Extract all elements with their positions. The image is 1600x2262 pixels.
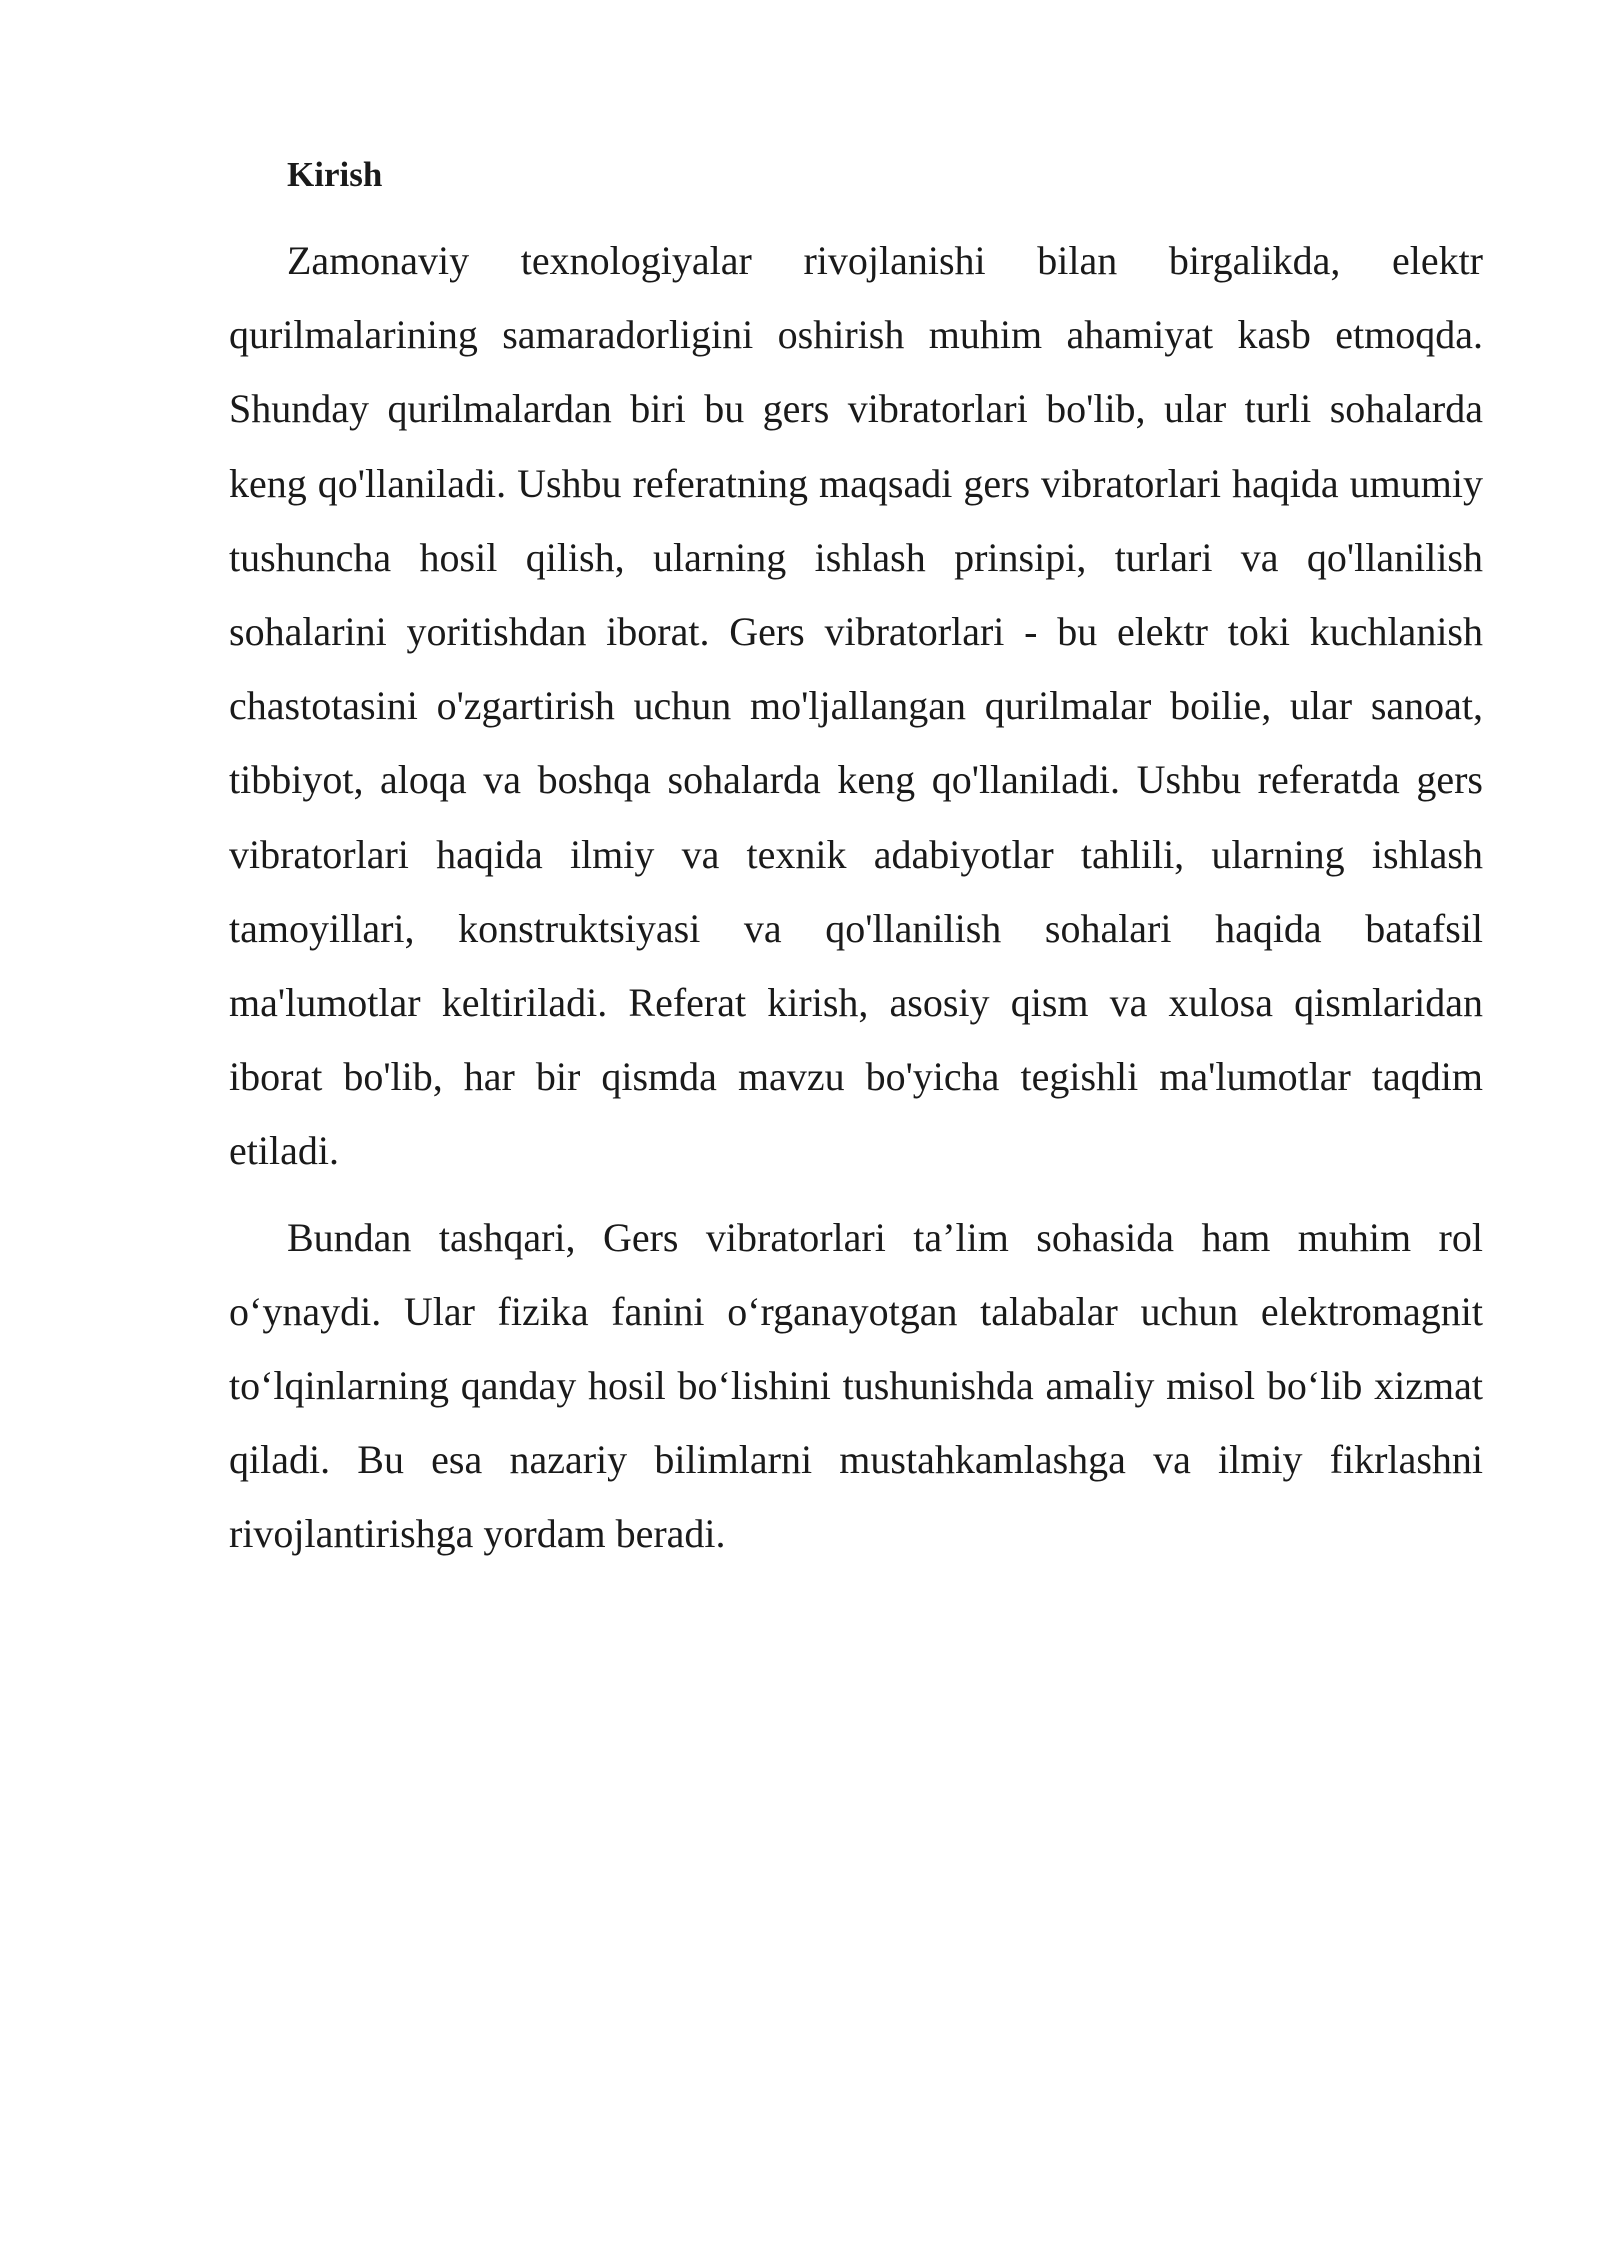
paragraph-education: Bundan tashqari, Gers vibratorlari ta’lim sohasida ham muhim rol o‘ynaydi. Ular fizika fanini o‘rganayotgan talabalar uchun elektromagnit to‘lqinlarning qanday hosil bo‘lishini tushunishda amaliy misol bo‘lib xizmat qiladi. Bu esa nazariy bilimlarni mustahkamlashga va ilmiy fikrlashni rivojlantirishga yordam beradi. [229,1214,1483,1557]
section-heading: Kirish [287,155,383,194]
paragraph-intro: Zamonaviy texnologiyalar rivojlanishi bilan birgalikda, elektr qurilmalarining samaradorligini oshirish muhim ahamiyat kasb etmoqda. Shunday qurilmalardan biri bu gers vibratorlari bo'lib, ular turli sohalarda keng qo'llaniladi. Ushbu referatning maqsadi gers vibratorlari haqida umumiy tushuncha hosil qilish, ularning ishlash prinsipi, turlari va qo'llanilish sohalarini yoritishdan iborat. Gers vibratorlari - bu elektr toki kuchlanish chastotasini o'zgartirish uchun mo'ljallangan qurilmalar boilie, ular sanoat, tibbiyot, aloqa va boshqa sohalarda keng qo'llaniladi. Ushbu referatda gers vibratorlari haqida ilmiy va texnik adabiyotlar tahlili, ularning ishlash tamoyillari, konstruktsiyasi va qo'llanilish sohalari haqida batafsil ma'lumotlar keltiriladi. Referat kirish, asosiy qism va xulosa qismlaridan iborat bo'lib, har bir qismda mavzu bo'yicha tegishli ma'lumotlar taqdim etiladi. [229,238,1483,1174]
document-body [229,148,1483,1584]
